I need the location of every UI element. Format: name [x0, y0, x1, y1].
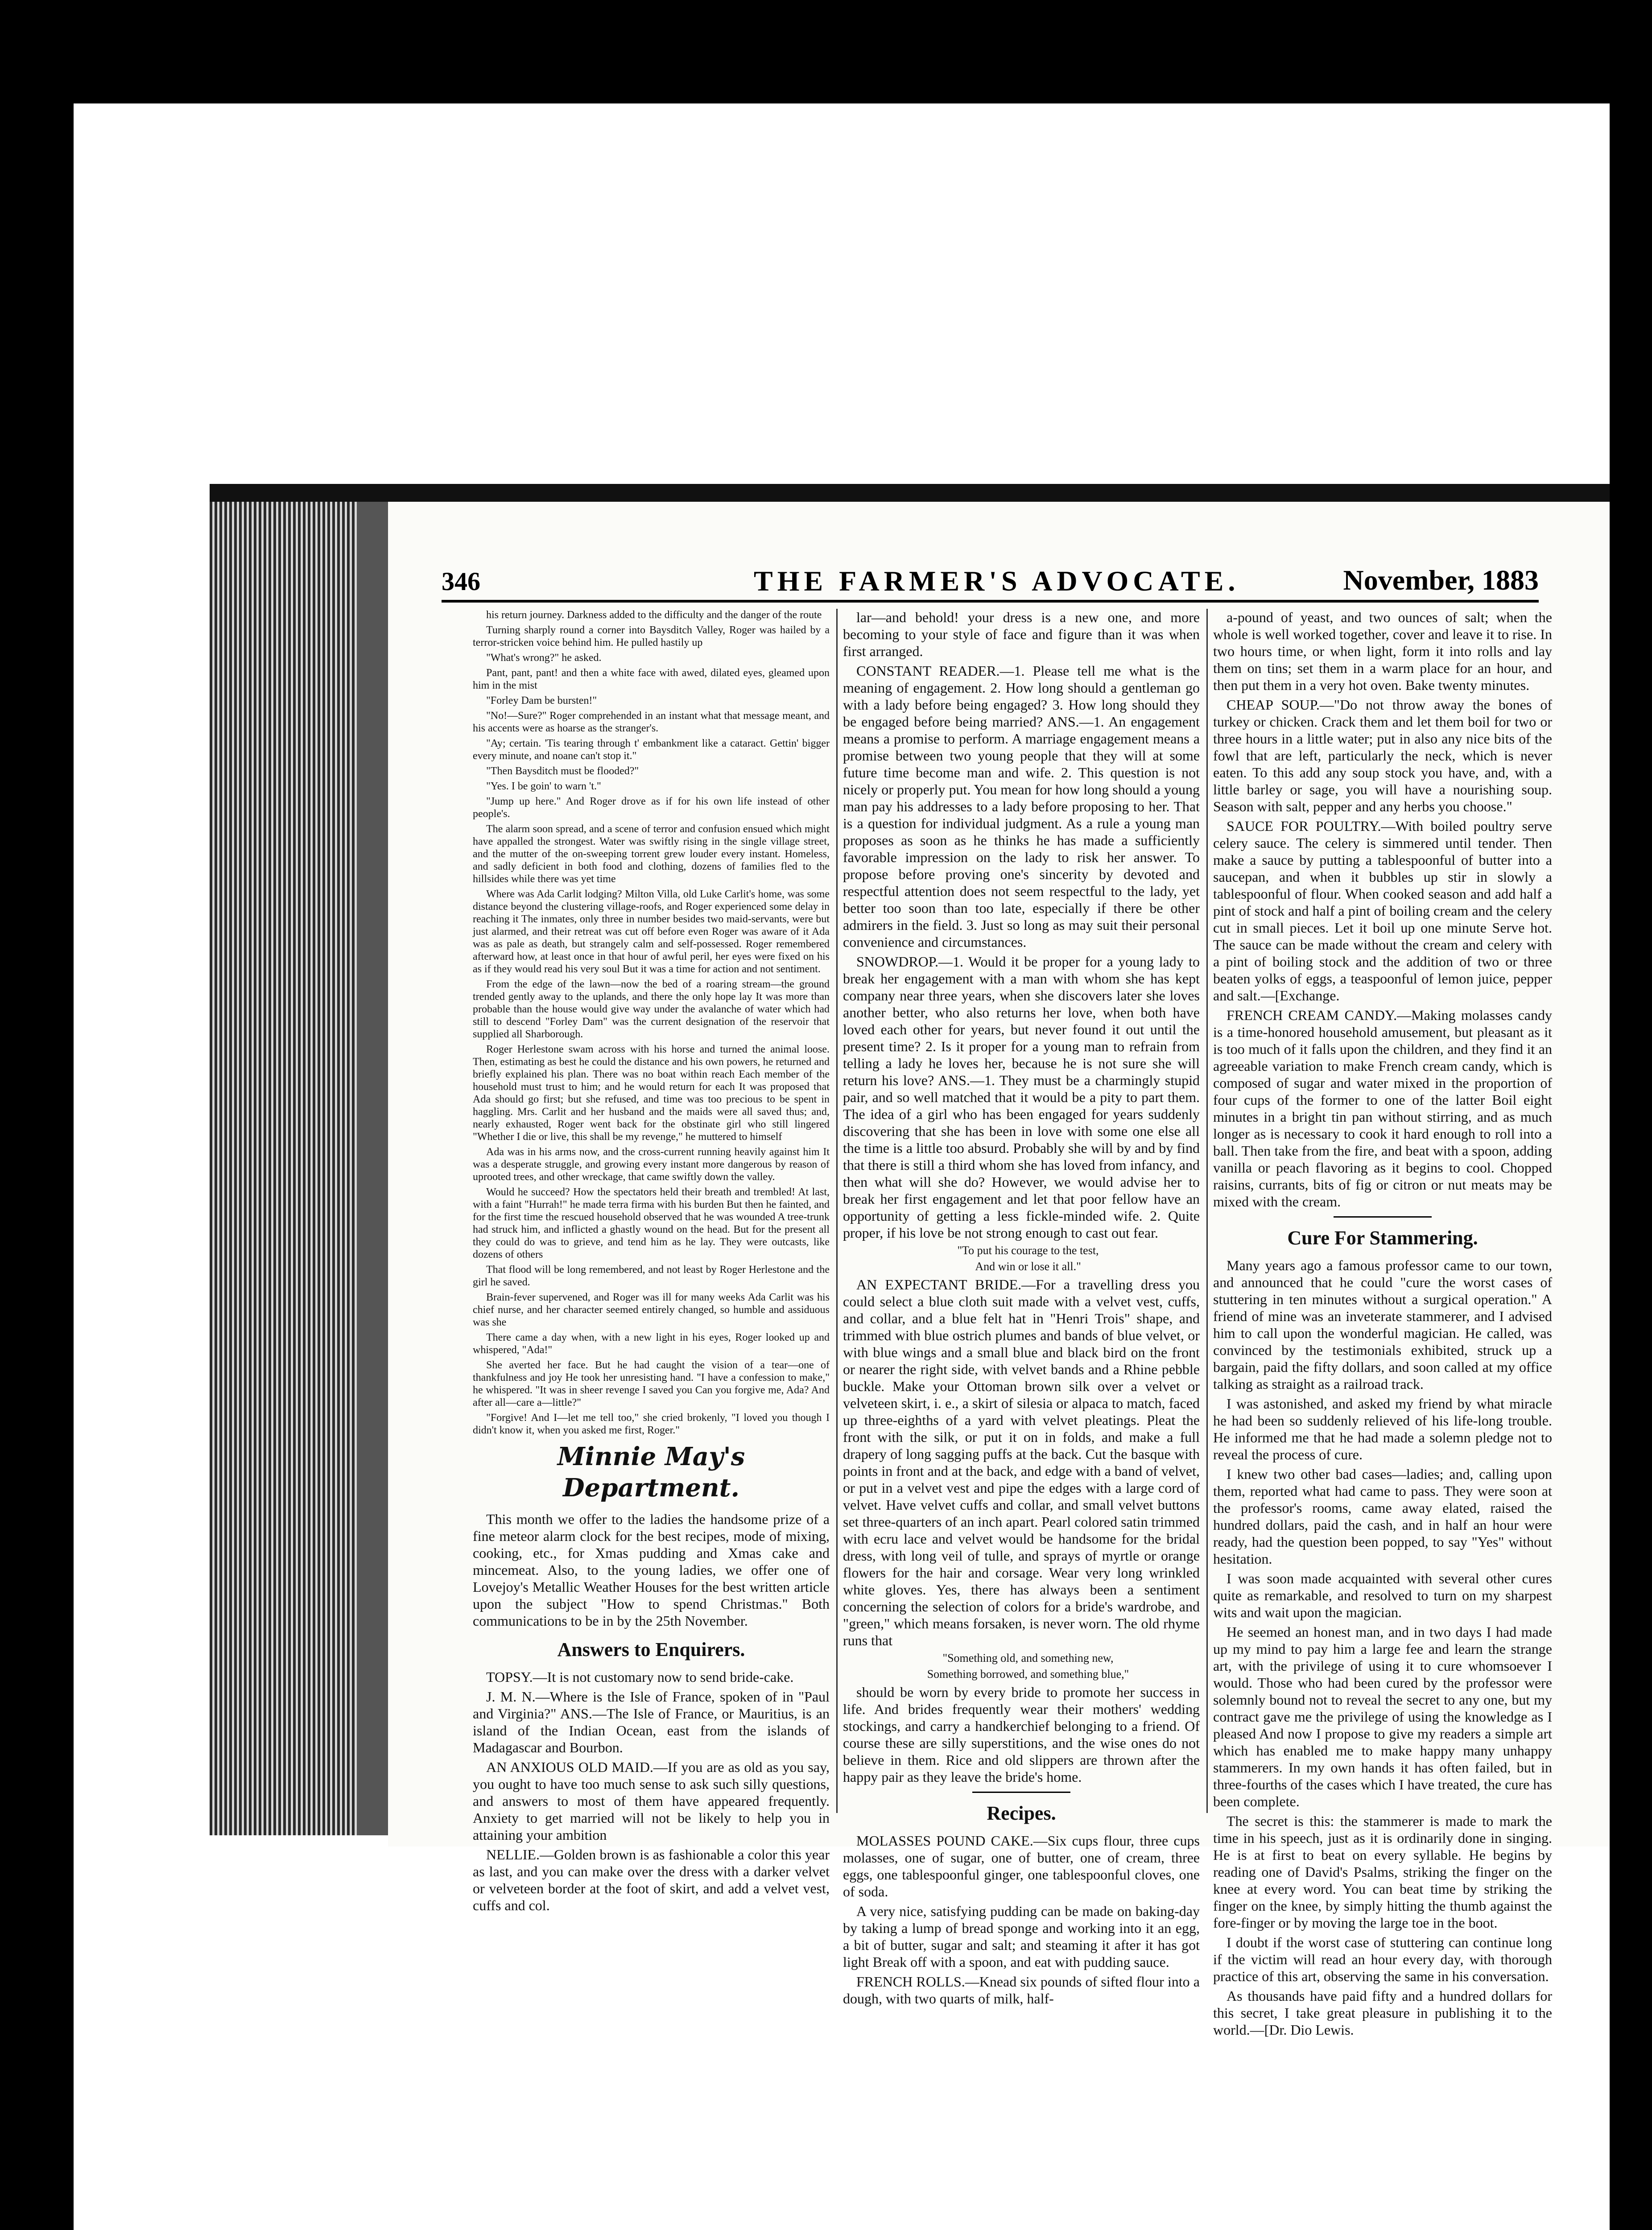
story-paragraph: Roger Herlestone swam across with his horse and turned the animal loose. Then, estimating as best he could the distance and his own powers, he returned and briefly explained his plan. There was no boat within reach Each member of the household must trust to him; and he would return for each It was proposed that Ada should go first; but she refused, and time was too precious to be spent in haggling. Mrs. Carlit and her husband and the maids were all saved thus; and, nearly exhausted, Roger went back for the obstinate girl who still lingered "Whether I die or live, this shall be my revenge," he muttered to himself: [473, 1044, 830, 1143]
story-paragraph: From the edge of the lawn—now the bed of a roaring stream—the ground trended gently away to the uplands, and there the only hope lay It was more than probable than the house would give way under the avalanche of water which had still to descend "Forley Dam" was the current designation of the reservoir that supplied all Sharborough.: [473, 979, 830, 1040]
book-page-edges: [210, 502, 372, 1835]
recipe-item: MOLASSES POUND CAKE.—Six cups flour, three cups molasses, one of sugar, one of butter, one of cream, three eggs, one tablespoonful ginger, one tablespoonful cloves, one of soda.: [843, 1833, 1200, 1900]
article-paragraph: Many years ago a famous professor came to our town, and announced that he could "cure the worst cases of stuttering in ten minutes without a surgical operation." A friend of mine was an inveterate stammerer, and I advised him to call upon the wonderful magician. He called, was convinced by the testimonials exhibited, struck up a bargain, paid the fifty dollars, and soon called at my office talking as straight as a railroad track.: [1213, 1257, 1552, 1392]
column-right: [1213, 609, 1552, 2041]
column-middle: [843, 609, 1200, 2010]
answer-item: CONSTANT READER.—1. Please tell me what is the meaning of engagement. 2. How long should a gentleman go with a lady before being engaged? 3. How long should they be engaged before being married? ANS.—1. An engagement means a promise to perform. A marriage engagement means a promise between two young people that they will at some future time become man and wife. 2. This question is not nicely or properly put. You mean for how long should a young man pay his addresses to a lady before proposing to her. That is a question for individual judgment. As a rule a young man proposes as soon as he thinks he has made a sufficiently favorable impression on the lady to risk her answer. To propose before proving one's sincerity by devoted and respectful attention does not seem respectful to the lady, yet better too soon than too late, especially if there be other admirers in the field. 3. Just so long as may suit their personal convenience and circumstances.: [843, 663, 1200, 950]
verse-line: "Something old, and something new,: [942, 1652, 1114, 1664]
answer-item: lar—and behold! your dress is a new one, and more becoming to your style of face and figure than it was when first arranged.: [843, 609, 1200, 659]
page-header: [442, 562, 1539, 598]
verse-line: "To put his courage to the test,: [957, 1244, 1099, 1257]
recipe-item: A very nice, satisfying pudding can be made on baking-day by taking a lump of bread sponge and working into it an egg, a bit of butter, sugar and salt; and steaming it after it has got light Break off with a spoon, and eat with pudding sauce.: [843, 1903, 1200, 1970]
issue-date: November, 1883: [1343, 564, 1539, 596]
story-paragraph: "No!—Sure?" Roger comprehended in an instant what that message meant, and his accents were as hoarse as the stranger's.: [473, 710, 830, 734]
article-paragraph: I knew two other bad cases—ladies; and, calling upon them, reported what had came to pass. They were soon at the professor's rooms, came away elated, raised the hundred dollars, paid the cash, and in half an hour were ready, had the question been popped, to say "Yes" without hesitation.: [1213, 1466, 1552, 1567]
story-paragraph: Brain-fever supervened, and Roger was ill for many weeks Ada Carlit was his chief nurse, and her character seemed entirely changed, so humble and assiduous was she: [473, 1292, 830, 1328]
story-paragraph: "Forgive! And I—let me tell too," she cried brokenly, "I loved you though I didn't know it, when you asked me first, Roger.": [473, 1412, 830, 1436]
story-paragraph: Ada was in his arms now, and the cross-current running heavily against him It was a desperate struggle, and growing every instant more dangerous by reason of uprooted trees, and other wreckage, that came swiftly down the valley.: [473, 1146, 830, 1183]
article-paragraph: I doubt if the worst case of stuttering can continue long if the victim will read an hour every day, with thorough practice of this art, observing the same in his conversation.: [1213, 1934, 1552, 1984]
recipes-title: Recipes.: [987, 1802, 1056, 1824]
recipe-item: CHEAP SOUP.—"Do not throw away the bones of turkey or chicken. Crack them and let them boil for two or three hours in a little water; put in also any nice bits of the fowl that are left, particularly the neck, which is never eaten. To this add any soup stock you have, and, with a little barley or sage, you will have a nourishing soup. Season with salt, pepper and any herbs you choose.": [1213, 697, 1552, 814]
masthead-title: THE FARMER'S ADVOCATE.: [754, 565, 1240, 597]
answer-item: TOPSY.—It is not customary now to send bride-cake.: [486, 1669, 794, 1685]
story-paragraph: his return journey. Darkness added to the difficulty and the danger of the route: [486, 609, 822, 621]
answers-title: Answers to Enquirers.: [557, 1639, 745, 1660]
column-divider: [1206, 609, 1208, 1813]
story-paragraph: Turning sharply round a corner into Baysditch Valley, Roger was hailed by a terror-stricken voice behind him. He pulled hastily up: [473, 624, 830, 648]
section-divider: [972, 1792, 1070, 1793]
story-paragraph: "Forley Dam be bursten!": [486, 695, 597, 706]
article-paragraph: He seemed an honest man, and in two days I had made up my mind to pay him a large fee and learn the strange art, with the privilege of using it to cure whomsoever I would. Those who had been cured by the professor were solemnly bound not to reveal the secret to any one, but my contract gave me the privilege of using the knowledge as I pleased And now I propose to give my readers a simple art which has enabled me to make happy many unhappy stammerers. In my own hands it has often failed, but in three-fourths of the cases which I have treated, the cure has been complete.: [1213, 1624, 1552, 1809]
story-paragraph: Pant, pant, pant! and then a white face with awed, dilated eyes, gleamed upon him in the mist: [473, 667, 830, 691]
column-divider: [836, 609, 838, 1813]
story-paragraph: "Jump up here." And Roger drove as if for his own life instead of other people's.: [473, 796, 830, 820]
answer-item: NELLIE.—Golden brown is as fashionable a color this year as last, and you can make over the dress with a darker velvet or velveteen border at the foot of skirt, and add a velvet vest, cuffs and col.: [473, 1846, 830, 1913]
recipe-item: a-pound of yeast, and two ounces of salt; when the whole is well worked together, cover and leave it to rise. In two hours time, or when light, form it into rolls and lay them on tins; set them in a warm place for an hour, and then put them in a very hot oven. Bake twenty minutes.: [1213, 609, 1552, 693]
serial-story: [473, 609, 830, 1437]
answer-item: SNOWDROP.—1. Would it be proper for a young lady to break her engagement with a man with whom she has kept company near three years, when she discovers later she loves another better, who also returns her love, when both have loved each other for years, but never found it out until the present time? 2. Is it proper for a young man to refrain from telling a lady he loves her, because he is not sure she will return his love? ANS.—1. They must be a charmingly stupid pair, and so well matched that it would be a pity to part them. The idea of a girl who has been engaged for years suddenly discovering that she has been in love with some one else all the time is a little too absurd. Probably she will by and by find that there is still a third whom she has loved from infancy, and then what will she do? However, we would advise her to break her first engagement and let that poor fellow have an opportunity of getting a less fickle-minded wife. 2. Quite proper, if his love be not strong enough to cast out fear.: [843, 954, 1200, 1241]
answer-item: J. M. N.—Where is the Isle of France, spoken of in "Paul and Virginia?" ANS.—The Isle of France, or Mauritius, is an island of the Indian Ocean, east from the islands of Madagascar and Bourbon.: [473, 1689, 830, 1755]
article-paragraph: As thousands have paid fifty and a hundred dollars for this secret, I take great pleasure in publishing it to the world.—[Dr. Dio Lewis.: [1213, 1988, 1552, 2038]
book-gutter-shadow: [357, 502, 388, 1835]
recipe-item: SAUCE FOR POULTRY.—With boiled poultry serve celery sauce. The celery is simmered until tender. Then make a sauce by putting a tablespoonful of butter into a saucepan, and when it bubbles up stir in slowly a tablespoonful of flour. When cooked season and add half a pint of stock and half a pint of boiling cream and the celery cut in small pieces. Let it boil up one minute Serve hot. The sauce can be made without the cream and celery with a pint of boiling stock and the addition of two or three beaten yolks of eggs, a teaspoonful of lemon juice, pepper and salt.—[Exchange.: [1213, 818, 1552, 1004]
answer-item: AN EXPECTANT BRIDE.—For a travelling dress you could select a blue cloth suit made with a velvet vest, cuffs, and collar, and a blue felt hat in "Henri Trois" shape, and trimmed with blue ostrich plumes and bands of blue velvet, or with blue wings and a small blue and black bird on the front or nearer the right side, with velvet bands and a Rhine pebble buckle. Make your Ottoman brown silk over a velvet or velveteen skirt, i. e., a skirt of silesia or alpaca to match, faced up three-eighths of a yard with velvet pleatings. Pleat the front with the silk, or put it on in folds, and make a full drapery of long sagging puffs at the back. Cut the basque with points in front and at the back, and edge with a band of velvet, or put in a velvet vest and pipe the edges with a large cord of velvet. Have velvet cuffs and collar, and small velvet buttons set three-quarters of an inch apart. Pearl colored satin trimmed with ecru lace and velvet would be handsome for the bridal dress, with long veil of tulle, and sprays of myrtle or orange flowers for the hair and corsage. Wear very long wrinkled white gloves. Yes, there has always been a sentiment concerning the selection of colors for a bride's wardrobe, and "green," which means forsaken, is never worn. The old rhyme runs that: [843, 1276, 1200, 1648]
story-paragraph: The alarm soon spread, and a scene of terror and confusion ensued which might have appalled the strongest. Water was swiftly rising in the single village street, and the mutter of the on-sweeping torrent grew louder every instant. Homeless, and sadly deficient in both food and clothing, dozens of families fled to the hillsides while there was yet time: [473, 823, 830, 885]
recipe-item: FRENCH ROLLS.—Knead six pounds of sifted flour into a dough, with two quarts of milk, half-: [843, 1974, 1200, 2007]
answer-item: AN ANXIOUS OLD MAID.—If you are as old as you say, you ought to have too much sense to ask such silly questions, and answers to most of them have appeared frequently. Anxiety to get married will not be likely to help you in attaining your ambition: [473, 1759, 830, 1843]
column-left: [473, 609, 830, 1916]
recipe-item: FRENCH CREAM CANDY.—Making molasses candy is a time-honored household amusement, but pleasant as it is too much of it falls upon the children, and they find it an agreeable variation to make French cream candy, which is composed of sugar and water mixed in the proportion of four cups of the former to one of the latter Boil eight minutes in a bright tin pan without stirring, and as much longer as is necessary to cook it hard enough to roll into a ball. Then take from the fire, and beat with a spoon, adding vanilla or peach flavoring as it begins to cool. Chopped raisins, currants, bits of fig or citron or nut meats may be mixed with the cream.: [1213, 1007, 1552, 1210]
scan-top-band: [210, 484, 1610, 502]
verse-line: And win or lose it all.": [975, 1260, 1081, 1273]
verse-line: Something borrowed, and something blue,": [927, 1668, 1129, 1681]
department-title: Minnie May's Department.: [557, 1442, 745, 1503]
answer-item: should be worn by every bride to promote her success in life. And brides frequently wear their mothers' wedding stockings, and carry a handkerchief belonging to a friend. Of course these are silly superstitions, and the wise ones do not believe in them. Rice and old slippers are thrown after the happy pair as they leave the bride's home.: [843, 1684, 1200, 1785]
story-paragraph: There came a day when, with a new light in his eyes, Roger looked up and whispered, "Ada!": [473, 1332, 830, 1356]
article-paragraph: The secret is this: the stammerer is made to mark the time in his speech, just as it is ordinarily done in singing. He is at first to beat on every syllable. He begins by reading one of David's Psalms, striking the finger on the knee at every word. You can beat time by striking the finger on the knee, by simply hitting the thumb against the fore-finger or by moving the large toe in the boot.: [1213, 1813, 1552, 1931]
department-intro: This month we offer to the ladies the handsome prize of a fine meteor alarm clock for the best recipes, mode of mixing, cooking, etc., for Xmas pudding and Xmas cake and mincemeat. Also, to the young ladies, we offer one of Lovejoy's Metallic Weather Houses for the best written article upon the subject "How to spend Christmas." Both communications to be in by the 25th November.: [473, 1511, 830, 1629]
story-paragraph: "Then Baysditch must be flooded?": [486, 765, 639, 777]
article-paragraph: I was soon made acquainted with several other cures quite as remarkable, and resolved to turn on my sharpest wits and wait upon the magician.: [1213, 1570, 1552, 1620]
page-number: 346: [442, 567, 480, 596]
story-paragraph: She averted her face. But he had caught the vision of a tear—one of thankfulness and joy He took her unresisting hand. "I have a confession to make," he whispered. "It was in sheer revenge I saved you Can you forgive me, Ada? And after all—care a—little?": [473, 1359, 830, 1408]
story-paragraph: Would he succeed? How the spectators held their breath and trembled! At last, with a faint "Hurrah!" he made terra firma with his burden But then he fainted, and for the first time the rescued household observed that he was wounded A tree-trunk had struck him, and inflicted a ghastly wound on the head. But for the present all they could do was to grieve, and tend him as he lay. They were outcasts, like dozens of others: [473, 1186, 830, 1260]
story-paragraph: That flood will be long remembered, and not least by Roger Herlestone and the girl he saved.: [473, 1264, 830, 1288]
story-paragraph: "What's wrong?" he asked.: [486, 652, 602, 664]
header-rule: [442, 600, 1539, 603]
stammering-title: Cure For Stammering.: [1287, 1227, 1478, 1249]
section-divider: [1334, 1216, 1432, 1218]
story-paragraph: "Yes. I be goin' to warn 't.": [486, 780, 601, 792]
story-paragraph: "Ay; certain. 'Tis tearing through t' embankment like a cataract. Gettin' bigger every minute, and noane can't stop it.": [473, 738, 830, 762]
article-paragraph: I was astonished, and asked my friend by what miracle he had been so suddenly relieved of his life-long trouble. He informed me that he had made a solemn pledge not to reveal the process of cure.: [1213, 1396, 1552, 1462]
story-paragraph: Where was Ada Carlit lodging? Milton Villa, old Luke Carlit's home, was some distance beyond the clustering village-roofs, and Roger experienced some delay in reaching it The inmates, only three in number besides two maid-servants, were but just alarmed, and their retreat was cut off before even Roger was aware of it Ada was as pale as death, but strangely calm and self-possessed. Roger remembered afterward how, at least once in that hour of awful peril, her eyes were fixed on his as if they would read his very soul But it was a time for action and not sentiment.: [473, 888, 830, 975]
